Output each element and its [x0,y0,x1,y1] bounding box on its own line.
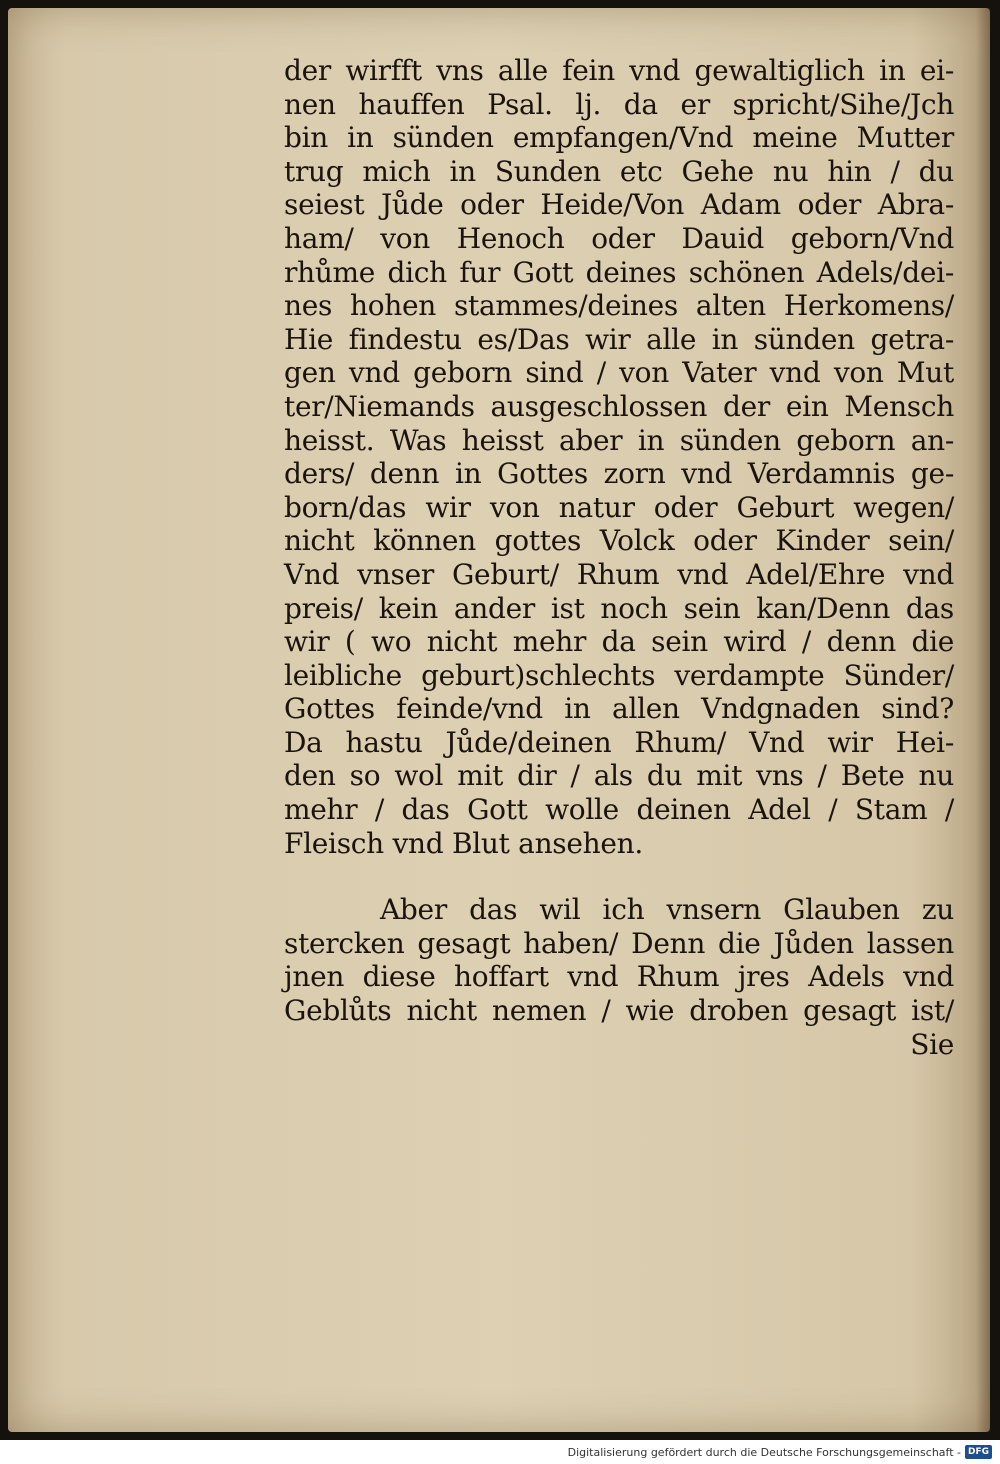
text-line: Hie findestu es/Das wir alle in sünden getra- [284,322,954,356]
page-gutter-shadow [976,8,990,1432]
text-line: nes hohen stammes/deines alten Herkomens/ [284,289,954,323]
text-line: Vnd vnser Geburt/ Rhum vnd Adel/Ehre vnd [284,557,954,591]
text-line: wir ( wo nicht mehr da sein wird / denn die [284,625,954,659]
text-line: nicht können gottes Volck oder Kinder sein/ [284,524,954,558]
text-line: gen vnd geborn sind / von Vater vnd von Mut [284,356,954,390]
text-line: trug mich in Sunden etc Gehe nu hin / du [284,154,954,188]
text-line: bin in sünden empfangen/Vnd meine Mutter [284,121,954,155]
text-line: heisst. Was heisst aber in sünden geborn an- [284,423,954,457]
footer-credit-text: Digitalisierung gefördert durch die Deutsche Forschungsgemeinschaft - [567,1445,961,1459]
paragraph-gap [284,860,954,893]
text-line: ter/Niemands ausgeschlossen der ein Mensch [284,389,954,423]
text-line: Fleisch vnd Blut ansehen. [284,826,643,860]
text-line: ham/ von Henoch oder Dauid geborn/Vnd [284,221,954,255]
text-line: den so wol mit dir / als du mit vns / Bete nu [284,759,954,793]
catchword: Sie [910,1027,954,1061]
text-line: Aber das wil ich vnsern Glauben zu [380,893,954,927]
text-line: der wirfft vns alle fein vnd gewaltiglich in ei- [284,54,954,87]
text-line: born/das wir von natur oder Geburt wegen/ [284,490,954,524]
text-line: ders/ denn in Gottes zorn vnd Verdamnis ge- [284,457,954,491]
text-line: Da hastu Jůde/deinen Rhum/ Vnd wir Hei- [284,725,954,759]
book-page [8,8,990,1432]
digitization-footer [0,1440,1000,1464]
text-line: jnen diese hoffart vnd Rhum jres Adels vnd [284,960,954,994]
text-block [284,54,954,1061]
text-line: nen hauffen Psal. lj. da er spricht/Sihe/Jch [284,87,954,121]
text-line: Gottes feinde/vnd in allen Vndgnaden sind? [284,692,954,726]
dfg-logo: DFG [965,1445,992,1459]
text-line: leibliche geburt)schlechts verdampte Sünder/ [284,658,954,692]
text-line: preis/ kein ander ist noch sein kan/Denn das [284,591,954,625]
text-line: mehr / das Gott wolle deinen Adel / Stam / [284,793,954,827]
text-line: seiest Jůde oder Heide/Von Adam oder Abra- [284,188,954,222]
text-line: stercken gesagt haben/ Denn die Jůden lassen [284,926,954,960]
text-line: Geblůts nicht nemen / wie droben gesagt ist/ [284,994,954,1028]
text-line: rhůme dich fur Gott deines schönen Adels/dei- [284,255,954,289]
